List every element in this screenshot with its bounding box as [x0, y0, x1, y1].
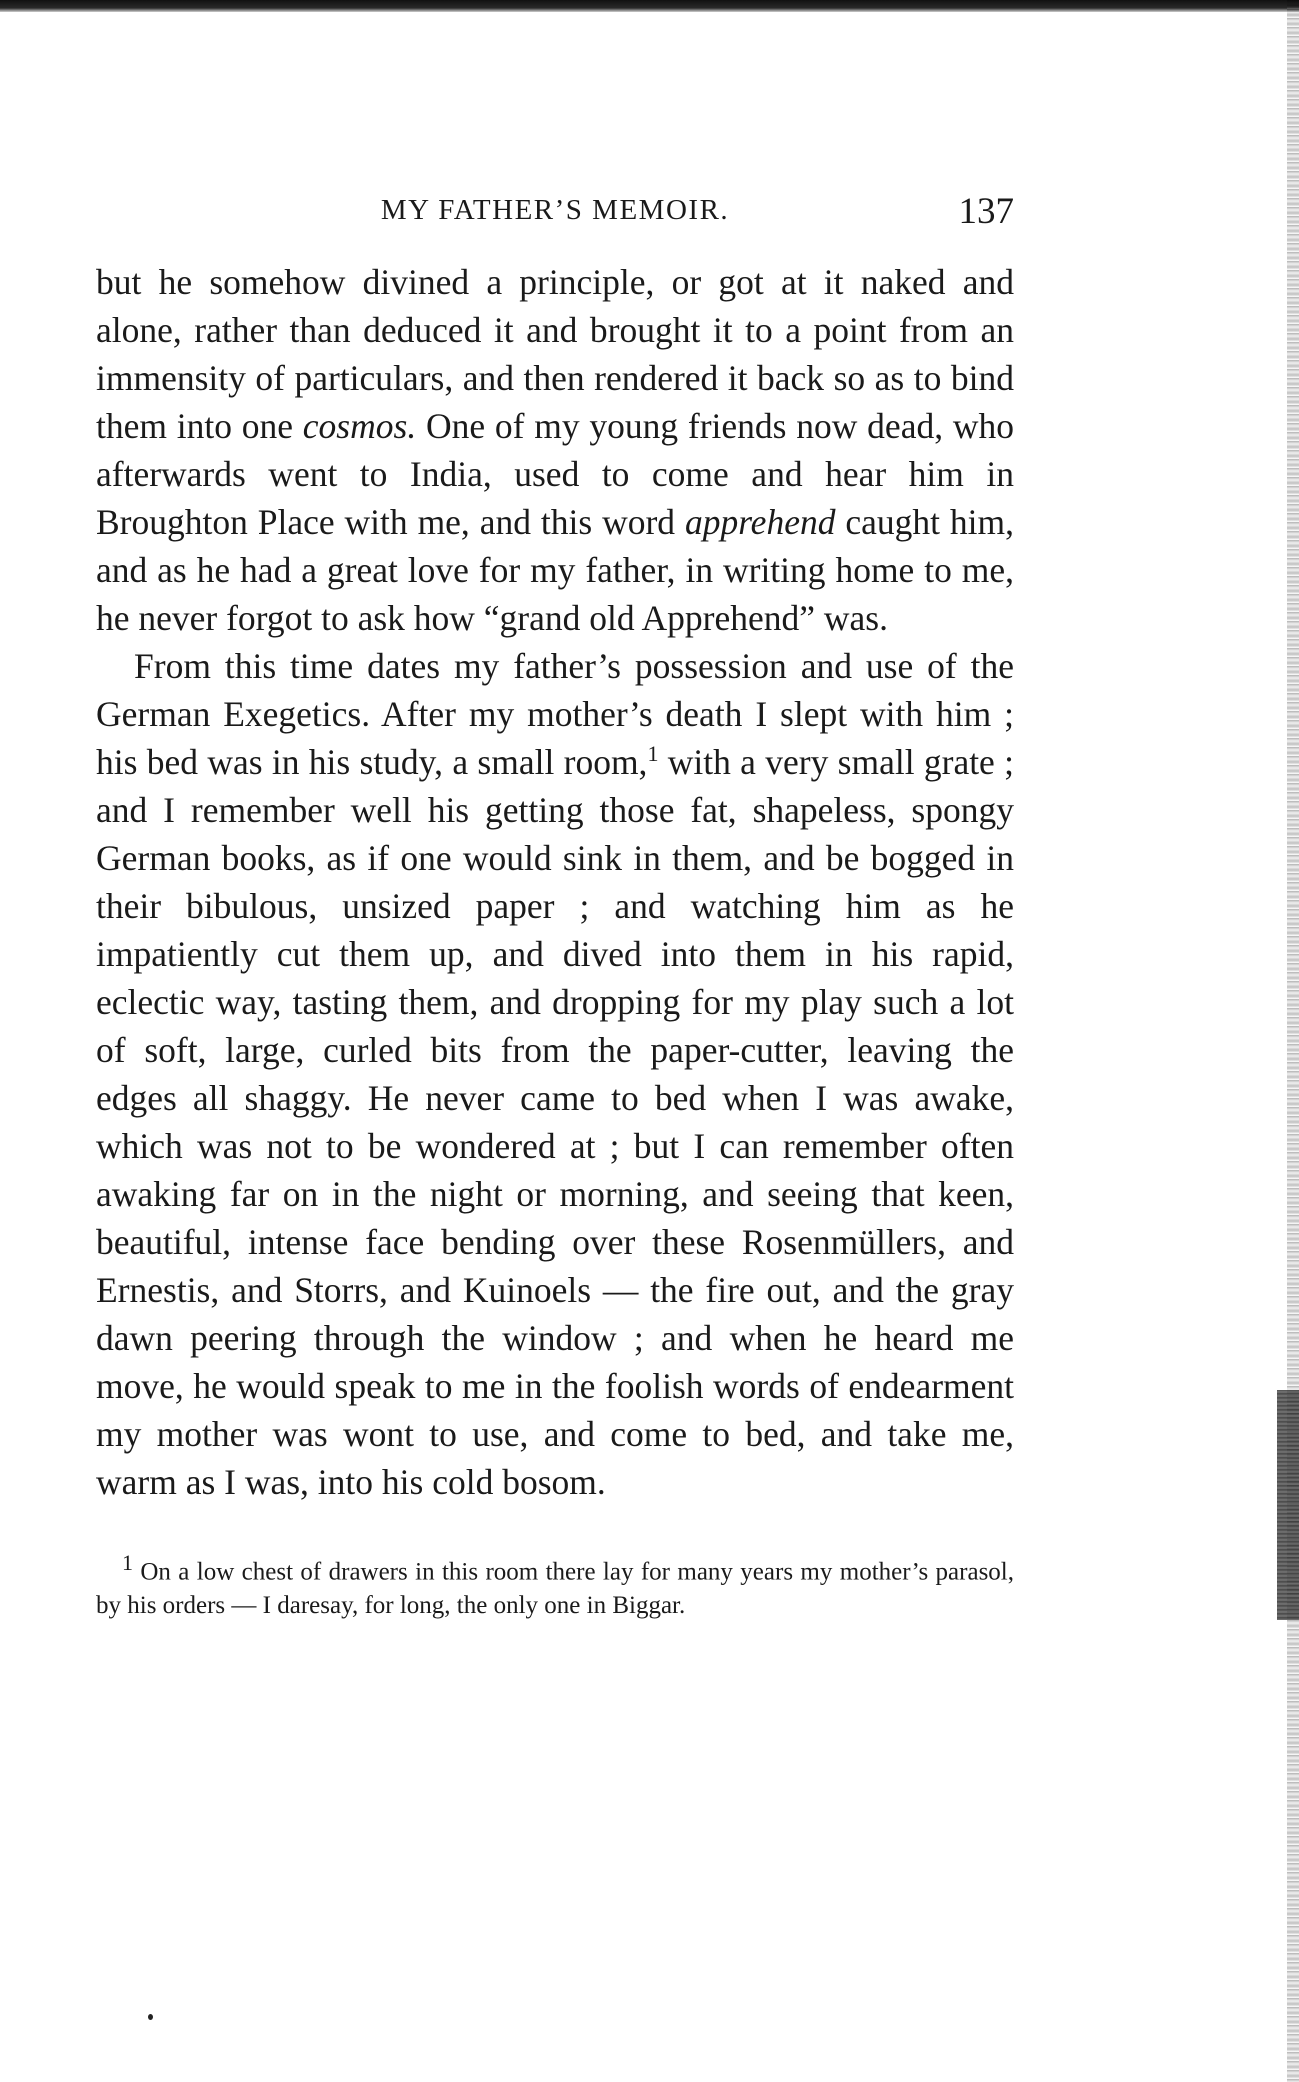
footnote-text: On a low chest of drawers in this room there lay for many years my mother’s parasol, by his orders — I daresay, for long, the only one in Biggar.	[96, 1558, 1014, 1620]
print-speck	[148, 2014, 153, 2020]
paragraph-1-text-b: One of my young friends now dead, who afterwards went to India, used to come and hear him in Broughton Place with me, and this word	[96, 406, 1014, 542]
paragraph-1-italic-apprehend: apprehend	[684, 502, 836, 542]
paragraph-1-text-c: caught him, and as he had a great love for my father, in writing home to me, he never forgot to ask how “grand old Apprehend” was.	[96, 502, 1014, 638]
paragraph-1	[96, 258, 1014, 642]
page-binding-shadow	[1277, 1390, 1299, 1620]
page-number: 137	[958, 191, 1014, 232]
footnote-mark: 1	[122, 1550, 133, 1575]
footnote	[96, 1546, 1014, 1623]
running-head	[96, 190, 1014, 238]
paragraph-1-text-a: but he somehow divined a principle, or got at it naked and alone, rather than deduced it and brought it to a point from an immensity of particulars, and then rendered it back so as to bind them into one	[96, 262, 1014, 446]
footnote-reference[interactable]: 1	[647, 741, 659, 767]
body-text	[96, 258, 1014, 1506]
book-page	[96, 190, 1014, 1623]
paragraph-1-italic-cosmos: cosmos.	[302, 406, 417, 446]
paragraph-2-text-a: From this time dates my father’s possession and use of the German Exegetics. After my mother’s death I slept with him ; his bed was in his study, a small room,	[96, 646, 1014, 782]
page-binding-edge	[1287, 0, 1299, 2082]
paragraph-2-text-b: with a very small grate ; and I remember well his getting those fat, shapeless, spongy German books, as if one would sink in them, and be bogged in their bibulous, unsized paper ; and watching him as he impatiently cut them up, and dived into them in his rapid, eclectic way, tasting them, and dropping for my play such a lot of soft, large, curled bits from the paper-cutter, leaving the edges all shaggy. He never came to bed when I was awake, which was not to be wondered at ; but I can remember often awaking far on in the night or morning, and seeing that keen, beautiful, intense face bending over these Rosenmüllers, and Ernestis, and Storrs, and Kuinoels — the fire out, and the gray dawn peering through the window ; and when he heard me move, he would speak to me in the foolish words of endearment my mother was wont to use, and come to bed, and take me, warm as I was, into his cold bosom.	[96, 742, 1014, 1502]
paragraph-2	[96, 642, 1014, 1506]
running-head-title: MY FATHER’S MEMOIR.	[380, 194, 730, 226]
page-top-edge	[0, 0, 1299, 12]
